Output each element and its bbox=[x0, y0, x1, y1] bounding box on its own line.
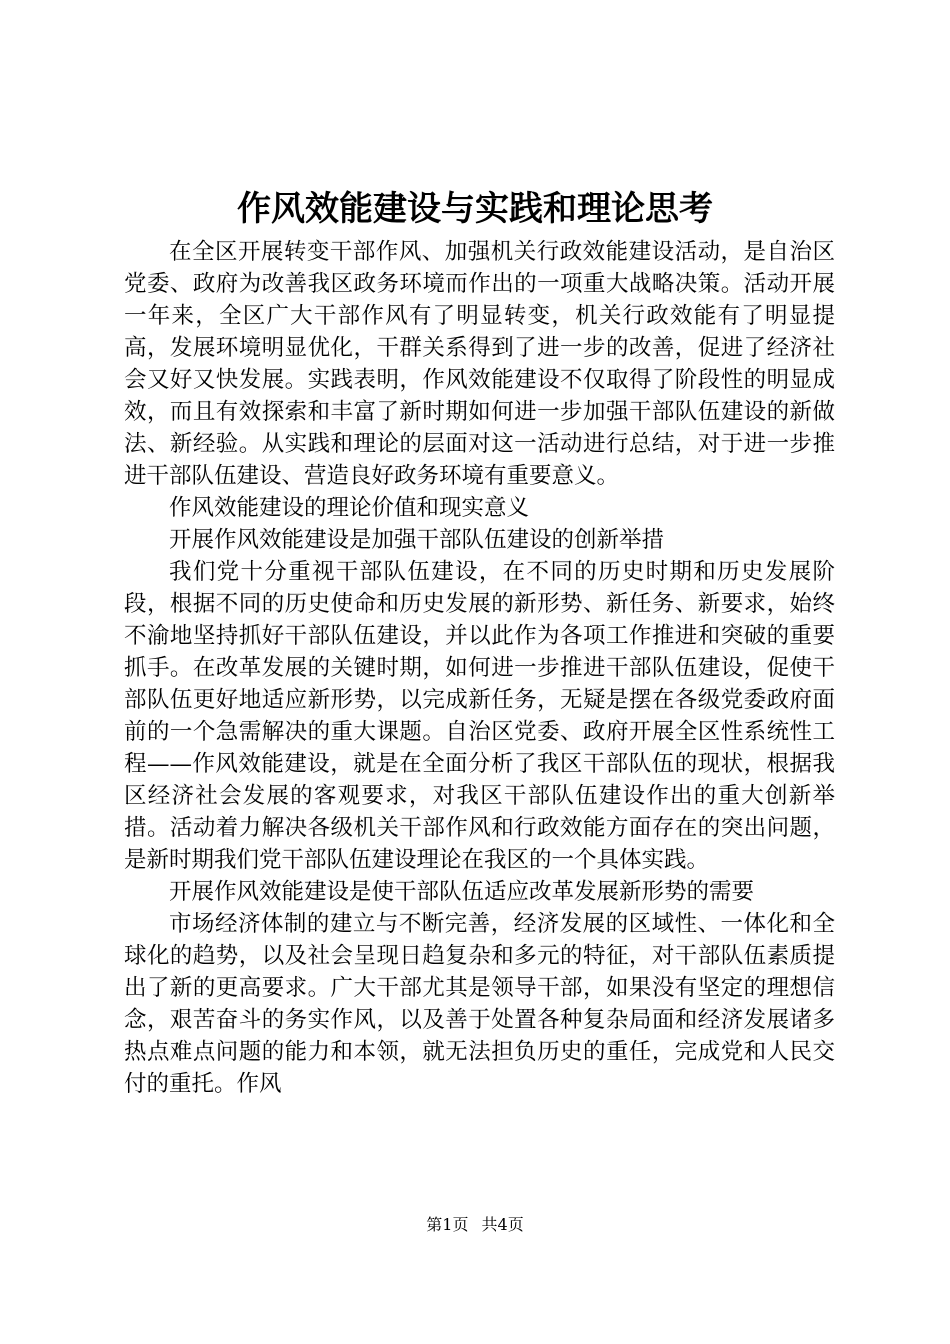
paragraph-body: 市场经济体制的建立与不断完善，经济发展的区域性、一体化和全球化的趋势，以及社会呈现日趋复杂和多元的特征，对干部队伍素质提出了新的更高要求。广大干部尤其是领导干部，如果没有坚定的理想信念，艰苦奋斗的务实作风，以及善于处置各种复杂局面和经济发展诸多热点难点问题的能力和本领，就无法担负历史的重任，完成党和人民交付的重托。作风 bbox=[124, 911, 835, 1097]
section-heading: 作风效能建设的理论价值和现实意义 bbox=[169, 495, 530, 521]
subsection-heading: 开展作风效能建设是加强干部队伍建设的创新举措 bbox=[169, 527, 665, 553]
document-body bbox=[124, 236, 835, 1100]
document-title: 作风效能建设与实践和理论思考 bbox=[237, 189, 713, 229]
paragraph-body: 我们党十分重视干部队伍建设，在不同的历史时期和历史发展阶段，根据不同的历史使命和历史发展的新形势、新任务、新要求，始终不渝地坚持抓好干部队伍建设，并以此作为各项工作推进和突破的重要抓手。在改革发展的关键时期，如何进一步推进干部队伍建设，促使干部队伍更好地适应新形势，以完成新任务，无疑是摆在各级党委政府面前的一个急需解决的重大课题。自治区党委、政府开展全区性系统性工程——作风效能建设，就是在全面分析了我区干部队伍的现状，根据我区经济社会发展的客观要求，对我区干部队伍建设作出的重大创新举措。活动着力解决各级机关干部作风和行政效能方面存在的突出问题，是新时期我们党干部队伍建设理论在我区的一个具体实践。 bbox=[124, 559, 835, 873]
page-number-total: 共4页 bbox=[481, 1215, 524, 1234]
paragraph-intro: 在全区开展转变干部作风、加强机关行政效能建设活动，是自治区党委、政府为改善我区政务环境而作出的一项重大战略决策。活动开展一年来，全区广大干部作风有了明显转变，机关行政效能有了明显提高，发展环境明显优化，干群关系得到了进一步的改善，促进了经济社会又好又快发展。实践表明，作风效能建设不仅取得了阶段性的明显成效，而且有效探索和丰富了新时期如何进一步加强干部队伍建设的新做法、新经验。从实践和理论的层面对这一活动进行总结，对于进一步推进干部队伍建设、营造良好政务环境有重要意义。 bbox=[124, 239, 835, 489]
page-footer bbox=[0, 1214, 950, 1236]
subsection-heading: 开展作风效能建设是使干部队伍适应改革发展新形势的需要 bbox=[169, 879, 755, 905]
page-number-current: 第1页 bbox=[426, 1215, 469, 1234]
